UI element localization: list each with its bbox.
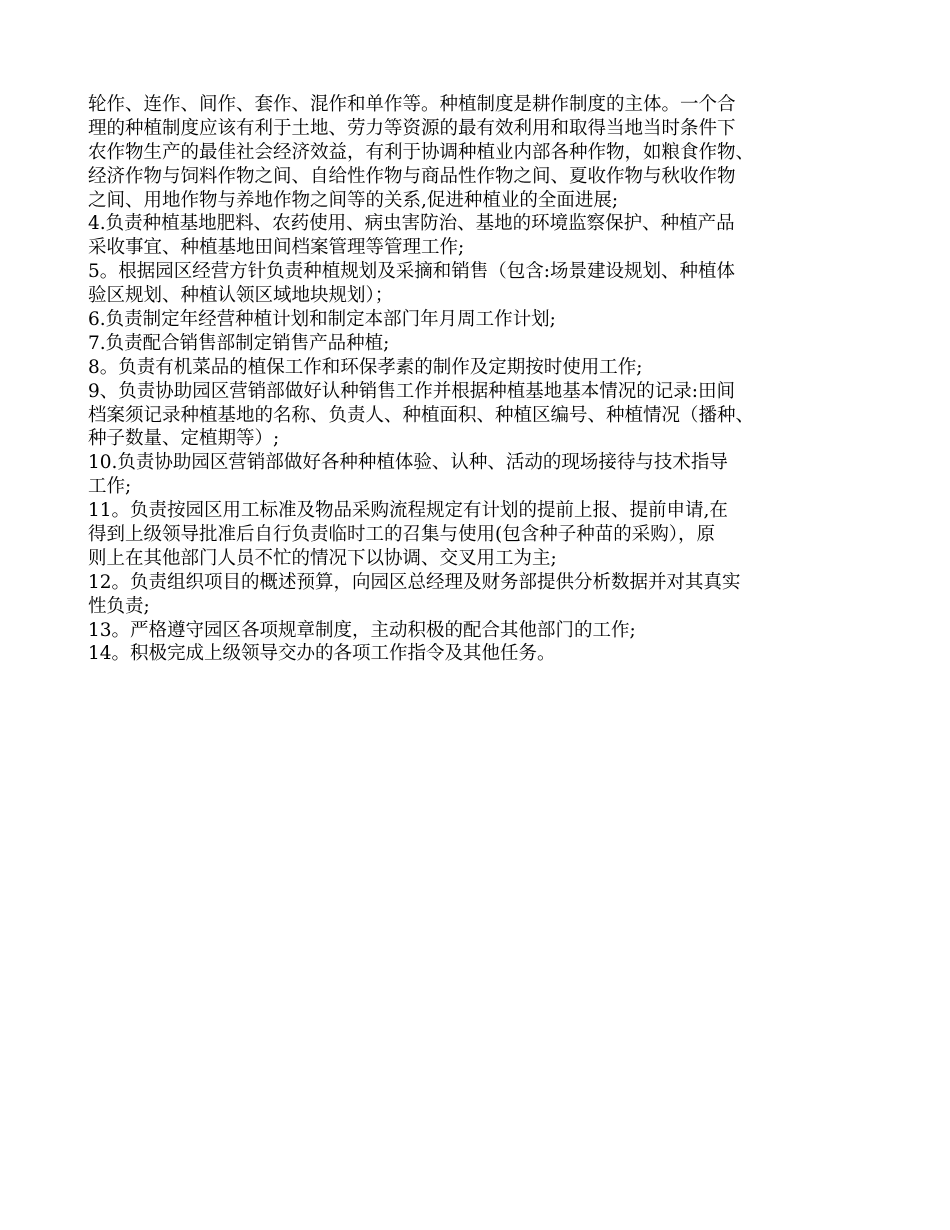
text-line: 采收事宜、种植基地田间档案管理等管理工作; — [88, 237, 465, 259]
text-line: 验区规划、种植认领区域地块规划）； — [88, 285, 394, 307]
text-line: 11。负责按园区用工标准及物品采购流程规定有计划的提前上报、提前申请,在 — [88, 500, 728, 522]
text-line: 6.负责制定年经营种植计划和制定本部门年月周工作计划; — [88, 309, 556, 331]
text-line: 理的种植制度应该有利于土地、劳力等资源的最有效利用和取得当地当时条件下 — [88, 117, 736, 139]
list-item-11 — [88, 499, 868, 571]
list-item-10 — [88, 451, 868, 499]
text-line: 档案须记录种植基地的名称、负责人、种植面积、种植区编号、种植情况（播种、 — [88, 404, 755, 426]
text-line: 9、负责协助园区营销部做好认种销售工作并根据种植基地基本情况的记录:田间 — [88, 380, 736, 402]
text-line: 种子数量、定植期等）; — [88, 428, 280, 450]
text-line: 7.负责配合销售部制定销售产品种植; — [88, 332, 390, 354]
text-line: 4.负责种植基地肥料、农药使用、病虫害防治、基地的环境监察保护、种植产品 — [88, 213, 735, 235]
text-line: 则上在其他部门人员不忙的情况下以协调、交叉用工为主; — [88, 547, 557, 569]
text-line: 工作; — [88, 476, 132, 498]
paragraph-intro — [88, 93, 868, 212]
text-line: 轮作、连作、间作、套作、混作和单作等。种植制度是耕作制度的主体。一个合 — [88, 94, 736, 115]
list-item-12 — [88, 571, 868, 619]
list-item-7 — [88, 332, 868, 356]
list-item-8 — [88, 356, 868, 380]
text-line: 13。严格遵守园区各项规章制度，主动积极的配合其他部门的工作; — [88, 619, 636, 641]
text-line: 经济作物与饲料作物之间、自给性作物与商品性作物之间、夏收作物与秋收作物 — [88, 165, 736, 187]
list-item-14 — [88, 642, 868, 666]
document-page — [88, 93, 868, 666]
text-line: 14。积极完成上级领导交办的各项工作指令及其他任务。 — [88, 643, 556, 665]
list-item-9 — [88, 380, 868, 452]
text-line: 12。负责组织项目的概述预算，向园区总经理及财务部提供分析数据并对其真实 — [88, 571, 741, 593]
list-item-5 — [88, 260, 868, 308]
text-line: 性负责; — [88, 595, 150, 617]
text-line: 得到上级领导批准后自行负责临时工的召集与使用(包含种子种苗的采购），原 — [88, 524, 715, 546]
text-line: 10.负责协助园区营销部做好各种种植体验、认种、活动的现场接待与技术指导 — [88, 452, 728, 474]
text-line: 农作物生产的最佳社会经济效益，有利于协调种植业内部各种作物，如粮食作物、 — [88, 141, 755, 163]
list-item-4 — [88, 212, 868, 260]
list-item-6 — [88, 308, 868, 332]
text-line: 8。负责有机菜品的植保工作和环保孝素的制作及定期按时使用工作; — [88, 356, 643, 378]
text-line: 之间、用地作物与养地作物之间等的关系,促进种植业的全面进展; — [88, 189, 619, 211]
text-line: 5。根据园区经营方针负责种植规划及采摘和销售（包含:场景建设规划、种植体 — [88, 261, 736, 283]
list-item-13 — [88, 619, 868, 643]
